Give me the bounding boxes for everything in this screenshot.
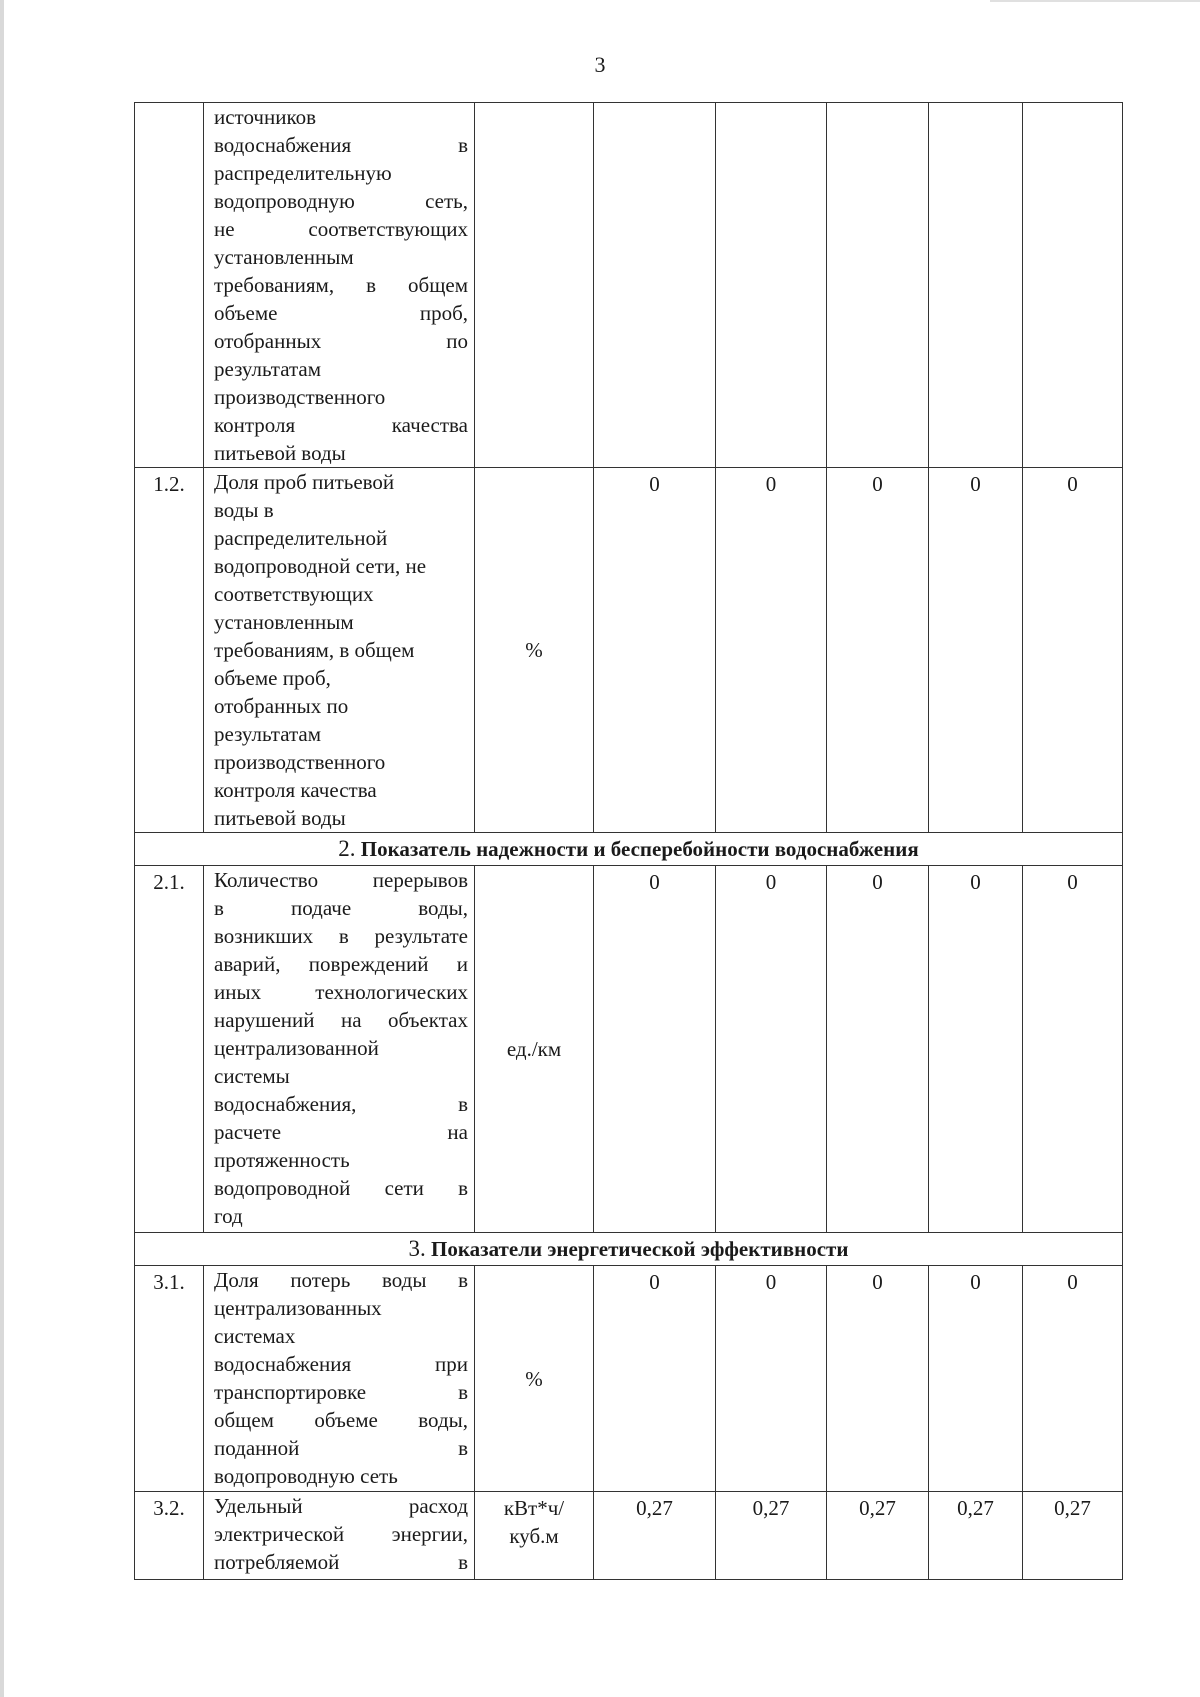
description-line: Доля проб питьевой bbox=[214, 470, 395, 494]
indicators-table bbox=[134, 102, 1123, 1580]
value-cell: 0 bbox=[716, 468, 827, 833]
description-line: распределительную bbox=[214, 161, 392, 185]
value-cell: 0 bbox=[716, 866, 827, 1233]
value-cell bbox=[716, 103, 827, 468]
description-line: водопроводной сети, не bbox=[214, 554, 427, 578]
description-line: общем объеме воды, bbox=[214, 1408, 468, 1432]
unit-cell: % bbox=[475, 1266, 594, 1492]
description-line: распределительной bbox=[214, 526, 388, 550]
description-line: протяженность bbox=[214, 1148, 350, 1172]
row-number: 3.2. bbox=[135, 1492, 204, 1580]
description-line: установленным bbox=[214, 245, 354, 269]
description-line: расчете на bbox=[214, 1120, 468, 1144]
value-cell: 0,27 bbox=[1023, 1492, 1123, 1580]
table-row-1-2 bbox=[135, 468, 1123, 833]
value-cell: 0 bbox=[827, 468, 929, 833]
unit-cell: ед./км bbox=[475, 866, 594, 1233]
description-line: соответствующих bbox=[214, 582, 374, 606]
description-line: объеме проб, bbox=[214, 301, 468, 325]
description-line: аварий, повреждений и bbox=[214, 952, 468, 976]
row-number: 1.2. bbox=[135, 468, 204, 833]
value-cell: 0 bbox=[929, 866, 1023, 1233]
value-cell: 0,27 bbox=[594, 1492, 716, 1580]
description-line: поданной в bbox=[214, 1436, 468, 1460]
description-line: год bbox=[214, 1204, 243, 1228]
description-line: транспортировке в bbox=[214, 1380, 468, 1404]
value-cell: 0 bbox=[1023, 1266, 1123, 1492]
row-number: 3.1. bbox=[135, 1266, 204, 1492]
description-line: водопроводной сети в bbox=[214, 1176, 468, 1200]
description-line: Удельный расход bbox=[214, 1494, 468, 1518]
description-line: не соответствующих bbox=[214, 217, 468, 241]
indicator-description bbox=[204, 866, 475, 1233]
page-number: 3 bbox=[594, 52, 606, 77]
description-line: требованиям, в общем bbox=[214, 273, 468, 297]
value-cell: 0 bbox=[716, 1266, 827, 1492]
description-line: системах bbox=[214, 1324, 296, 1348]
description-line: водоснабжения, в bbox=[214, 1092, 468, 1116]
indicator-description bbox=[204, 1266, 475, 1492]
section-title bbox=[135, 833, 1123, 866]
description-line: Доля потерь воды в bbox=[214, 1268, 468, 1292]
indicator-description bbox=[204, 1492, 475, 1580]
description-line: контроля качества bbox=[214, 778, 377, 802]
value-cell: 0 bbox=[929, 468, 1023, 833]
section-title-text: Показатели энергетической эффективности bbox=[431, 1237, 849, 1261]
table-row-continuation bbox=[135, 103, 1123, 468]
value-cell bbox=[594, 103, 716, 468]
description-line: производственного bbox=[214, 750, 386, 774]
description-line: потребляемой в bbox=[214, 1550, 468, 1574]
description-line: водоснабжения при bbox=[214, 1352, 468, 1376]
description-line: требованиям, в общем bbox=[214, 638, 415, 662]
description-line: водопроводную сеть, bbox=[214, 189, 468, 213]
value-cell: 0 bbox=[594, 866, 716, 1233]
value-cell: 0 bbox=[827, 866, 929, 1233]
description-line: источников bbox=[214, 105, 317, 129]
description-line: водопроводную сеть bbox=[214, 1464, 398, 1488]
value-cell: 0,27 bbox=[929, 1492, 1023, 1580]
description-line: иных технологических bbox=[214, 980, 468, 1004]
description-line: Количество перерывов bbox=[214, 868, 468, 892]
table-row-3-1 bbox=[135, 1266, 1123, 1492]
row-number: 2.1. bbox=[135, 866, 204, 1233]
row-number-cell bbox=[135, 103, 204, 468]
value-cell bbox=[929, 103, 1023, 468]
indicator-description bbox=[204, 103, 475, 468]
description-line: электрической энергии, bbox=[214, 1522, 468, 1546]
table-row-2-1 bbox=[135, 866, 1123, 1233]
unit-cell: % bbox=[475, 468, 594, 833]
unit-cell bbox=[475, 1492, 594, 1580]
description-line: отобранных по bbox=[214, 329, 468, 353]
value-cell bbox=[827, 103, 929, 468]
section-title bbox=[135, 1233, 1123, 1266]
table-row-3-2 bbox=[135, 1492, 1123, 1580]
description-line: в подаче воды, bbox=[214, 896, 468, 920]
description-line: производственного bbox=[214, 385, 386, 409]
description-line: питьевой воды bbox=[214, 806, 346, 830]
value-cell bbox=[1023, 103, 1123, 468]
description-line: воды в bbox=[214, 498, 274, 522]
unit-line: куб.м bbox=[509, 1524, 559, 1548]
description-line: результатам bbox=[214, 357, 322, 381]
scan-edge-top bbox=[990, 0, 1200, 2]
unit-cell bbox=[475, 103, 594, 468]
description-line: системы bbox=[214, 1064, 290, 1088]
value-cell: 0,27 bbox=[716, 1492, 827, 1580]
description-line: установленным bbox=[214, 610, 354, 634]
section-number: 3. bbox=[408, 1236, 426, 1261]
scan-edge-left bbox=[0, 0, 4, 1697]
description-line: возникших в результате bbox=[214, 924, 468, 948]
value-cell: 0 bbox=[1023, 468, 1123, 833]
indicator-description bbox=[204, 468, 475, 833]
value-cell: 0 bbox=[929, 1266, 1023, 1492]
section-title-text: Показатель надежности и бесперебойности водоснабжения bbox=[360, 837, 919, 861]
description-line: питьевой воды bbox=[214, 441, 346, 465]
description-line: централизованных bbox=[214, 1296, 382, 1320]
description-line: объеме проб, bbox=[214, 666, 331, 690]
description-line: результатам bbox=[214, 722, 322, 746]
value-cell: 0,27 bbox=[827, 1492, 929, 1580]
description-line: отобранных по bbox=[214, 694, 349, 718]
unit-line: кВт*ч/ bbox=[503, 1496, 565, 1520]
description-line: контроля качества bbox=[214, 413, 468, 437]
value-cell: 0 bbox=[594, 1266, 716, 1492]
value-cell: 0 bbox=[827, 1266, 929, 1492]
value-cell: 0 bbox=[594, 468, 716, 833]
value-cell: 0 bbox=[1023, 866, 1123, 1233]
description-line: централизованной bbox=[214, 1036, 379, 1060]
description-line: нарушений на объектах bbox=[214, 1008, 468, 1032]
section-header-2 bbox=[135, 833, 1123, 866]
description-line: водоснабжения в bbox=[214, 133, 468, 157]
section-number: 2. bbox=[338, 836, 356, 861]
section-header-3 bbox=[135, 1233, 1123, 1266]
